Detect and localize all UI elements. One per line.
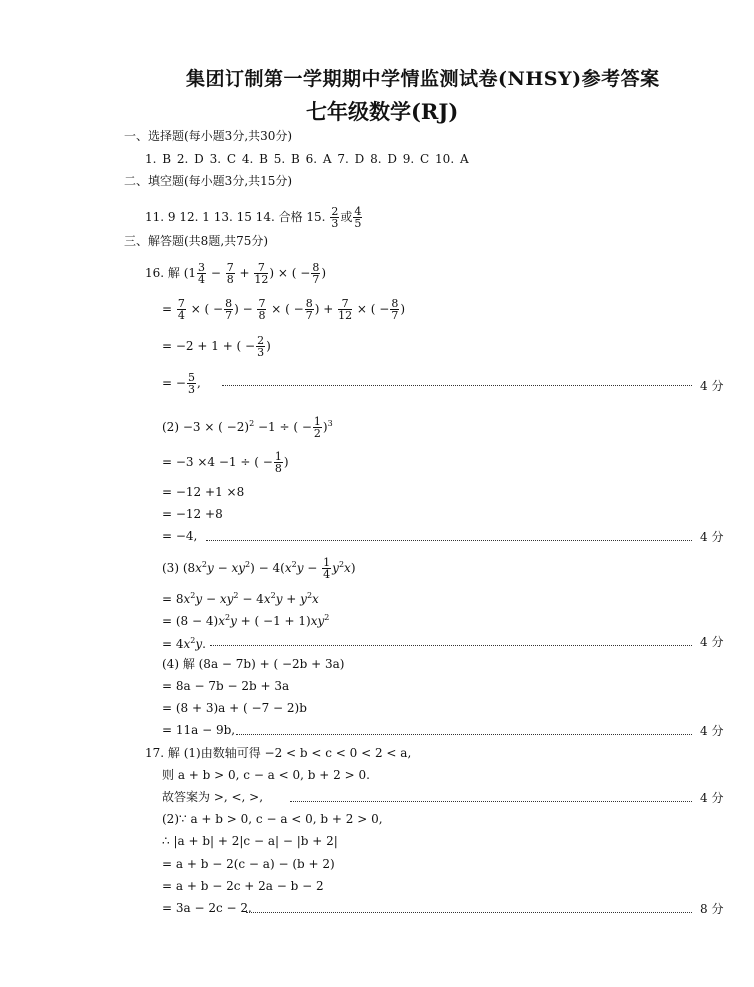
q16-part2-line3: = −12 +1 ×8 <box>162 485 245 499</box>
dotted-leader <box>290 801 692 802</box>
q17-line2: 则 a + b > 0, c − a < 0, b + 2 > 0. <box>162 768 370 782</box>
q16-part4: (4) 解 (8a − 7b) + ( −2b + 3a) <box>162 657 345 671</box>
score: 4 分 <box>700 379 724 393</box>
q16-part3-line3: = $(8 - 4)x^2y$ + ( $-1 + 1)xy^2$ <box>162 613 330 628</box>
section3-heading: 三、解答题(共8题,共75分) <box>124 234 269 248</box>
score: 4 分 <box>700 635 724 649</box>
dotted-leader <box>246 912 692 913</box>
score: 4 分 <box>700 530 724 544</box>
q17-line5: ∴ |a + b| + 2|c − a| − |b + 2| <box>162 834 338 848</box>
q16-part3-line4: = $4x^2y$. <box>162 636 206 651</box>
dotted-leader <box>210 645 692 646</box>
q17-line8: = 3a − 2c − 2. <box>162 901 252 915</box>
q16-part2-line4: = −12 +8 <box>162 507 223 521</box>
q16-line2: = $\frac{7}{4}$ × ( − $\frac{8}{7}$ ) − $\frac{7}{8}$ × ( − $\frac{8}{7}$ ) + $\frac{7}{12}$ × ( − $\frac{8}{7}$ ) <box>162 297 406 322</box>
page-subtitle: 七年级数学(RJ) <box>306 99 459 124</box>
fraction: $\frac{4}{5}$ <box>354 205 362 230</box>
score: 4 分 <box>700 724 724 738</box>
q16-part3: (3) $(8x^2y - xy^2) - 4(x^2y$ − $\frac{1}{4}$ $y^2x$) <box>162 556 356 581</box>
section2-answers <box>145 202 363 232</box>
q17-line6: = a + b − 2(c − a) − (b + 2) <box>162 857 335 871</box>
q16-part3-line2: = $8x^2y - xy^2 - 4x^2y + y^2x$ <box>162 591 319 606</box>
q16-part4-line2: = 8a − 7b − 2b + 3a <box>162 679 290 693</box>
dotted-leader <box>222 385 692 386</box>
q17-line4: (2)∵ a + b > 0, c − a < 0, b + 2 > 0, <box>162 812 383 826</box>
q17-line7: = a + b − 2c + 2a − b − 2 <box>162 879 324 893</box>
score: 8 分 <box>700 902 724 916</box>
q16-part4-line3: = (8 + 3)a + ( −7 − 2)b <box>162 701 307 715</box>
section2-answer-text: 11. 9 12. 1 13. 15 14. 合格 15. <box>145 210 326 224</box>
score: 4 分 <box>700 791 724 805</box>
dotted-leader <box>236 734 692 735</box>
q16-line3: = −2 + 1 + ( − $\frac{2}{3}$ ) <box>162 334 271 359</box>
page-title: 集团订制第一学期期中学情监测试卷(NHSY)参考答案 <box>186 68 660 90</box>
q17-line3: 故答案为 >, <, >, <box>162 790 264 804</box>
q16-line1: 16. 解 (1 $\frac{3}{4}$ − $\frac{7}{8}$ + $\frac{7}{12}$ ) × ( − $\frac{8}{7}$ ) <box>145 261 327 286</box>
section2-heading: 二、填空题(每小题3分,共15分) <box>124 174 293 188</box>
q16-part4-line4: = 11a − 9b, <box>162 723 236 737</box>
q16-line4: = − $\frac{5}{3}$ , <box>162 371 201 396</box>
or-text: 或 <box>340 210 353 224</box>
dotted-leader <box>206 540 692 541</box>
fraction: $\frac{2}{3}$ <box>331 205 339 230</box>
section1-answers: 1. B 2. D 3. C 4. B 5. B 6. A 7. D 8. D 9. C 10. A <box>145 152 469 166</box>
q16-part2-line5: = −4, <box>162 529 198 543</box>
section1-heading: 一、选择题(每小题3分,共30分) <box>124 129 293 143</box>
q16-part2-line2: = −3 ×4 −1 ÷ ( − $\frac{1}{8}$ ) <box>162 450 289 475</box>
q16-part2: (2) −3 × ( −2)$^2$ −1 ÷ ( − $\frac{1}{2}$ )$^3$ <box>162 415 333 440</box>
q17-line1: 17. 解 (1)由数轴可得 −2 < b < c < 0 < 2 < a, <box>145 746 412 760</box>
